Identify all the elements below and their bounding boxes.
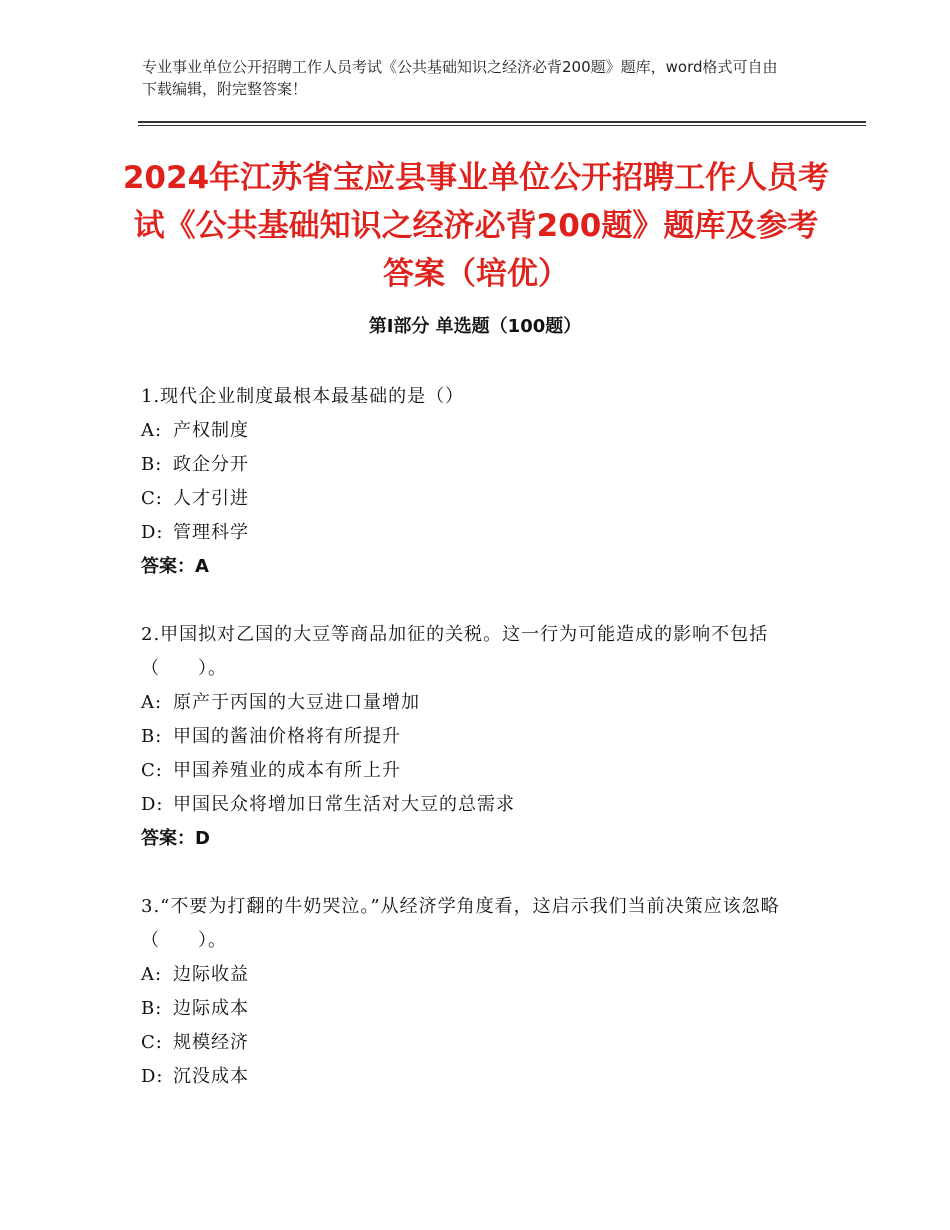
option-text: 甲国的酱油价格将有所提升: [173, 726, 401, 747]
header-note: 专业事业单位公开招聘工作人员考试《公共基础知识之经济必背200题》题库，word格式可自由下载编辑，附完整答案！: [142, 58, 778, 98]
option-a: [141, 414, 821, 448]
option-a: [141, 686, 821, 720]
option-letter: D:: [141, 522, 164, 543]
option-letter: B:: [141, 454, 163, 475]
option-c: [141, 482, 821, 516]
option-text: 边际收益: [173, 964, 249, 985]
option-text: 管理科学: [173, 522, 249, 543]
option-text: 边际成本: [173, 998, 249, 1019]
option-letter: C:: [141, 1032, 163, 1053]
question-2: [141, 618, 821, 856]
option-letter: A:: [141, 692, 163, 713]
option-d: [141, 516, 821, 550]
question-stem: 3.“不要为打翻的牛奶哭泣。”从经济学角度看，这启示我们当前决策应该忽略（ ）。: [141, 896, 780, 951]
answer-label: 答案：D: [141, 828, 210, 849]
option-letter: C:: [141, 760, 163, 781]
question-list: [141, 380, 821, 1128]
option-text: 产权制度: [173, 420, 249, 441]
document-title: 2024年江苏省宝应县事业单位公开招聘工作人员考试《公共基础知识之经济必背200题》题库及参考答案（培优）: [122, 160, 830, 292]
option-text: 沉没成本: [173, 1066, 249, 1087]
option-b: [141, 720, 821, 754]
option-letter: D:: [141, 1066, 164, 1087]
option-text: 原产于丙国的大豆进口量增加: [173, 692, 420, 713]
question-stem: 2.甲国拟对乙国的大豆等商品加征的关税。这一行为可能造成的影响不包括（ ）。: [141, 624, 769, 679]
option-text: 政企分开: [173, 454, 249, 475]
option-letter: A:: [141, 964, 163, 985]
option-letter: A:: [141, 420, 163, 441]
header-divider: [138, 121, 866, 126]
option-d: [141, 788, 821, 822]
question-stem: 1.现代企业制度最根本最基础的是（）: [141, 386, 465, 407]
option-d: [141, 1060, 821, 1094]
question-1: [141, 380, 821, 584]
option-letter: B:: [141, 726, 163, 747]
section-title: 第I部分 单选题（100题）: [368, 316, 582, 337]
option-letter: C:: [141, 488, 163, 509]
option-b: [141, 448, 821, 482]
option-text: 规模经济: [173, 1032, 249, 1053]
option-b: [141, 992, 821, 1026]
option-c: [141, 1026, 821, 1060]
option-text: 甲国养殖业的成本有所上升: [173, 760, 401, 781]
option-letter: D:: [141, 794, 164, 815]
option-letter: B:: [141, 998, 163, 1019]
option-text: 甲国民众将增加日常生活对大豆的总需求: [173, 794, 515, 815]
option-text: 人才引进: [173, 488, 249, 509]
question-3: [141, 890, 821, 1094]
answer-label: 答案：A: [141, 556, 209, 577]
option-a: [141, 958, 821, 992]
option-c: [141, 754, 821, 788]
